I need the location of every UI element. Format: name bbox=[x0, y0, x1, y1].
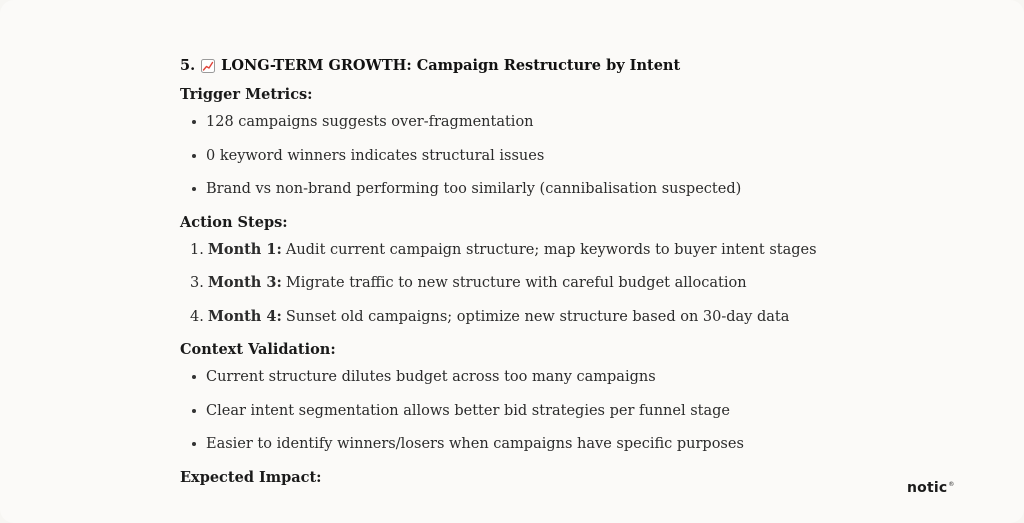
list-item: 128 campaigns suggests over-fragmentation bbox=[180, 110, 960, 134]
list-item bbox=[180, 271, 960, 295]
list-item: 0 keyword winners indicates structural issues bbox=[180, 144, 960, 168]
step-text: Migrate traffic to new structure with careful budget allocation bbox=[285, 275, 747, 291]
action-steps-list bbox=[180, 238, 960, 329]
bullet-icon bbox=[192, 187, 196, 191]
heading-number: 5. bbox=[180, 57, 196, 74]
list-item bbox=[180, 238, 960, 262]
list-item bbox=[180, 305, 960, 329]
chart-increasing-icon bbox=[201, 59, 215, 73]
step-label: Month 1: bbox=[207, 240, 282, 258]
bullet-icon bbox=[192, 442, 196, 446]
list-marker: 3. bbox=[190, 275, 204, 291]
bullet-icon bbox=[192, 120, 196, 124]
bullet-icon bbox=[192, 154, 196, 158]
list-marker: 1. bbox=[190, 241, 204, 258]
list-item: Clear intent segmentation allows better bid strategies per funnel stage bbox=[180, 399, 960, 423]
step-label: Month 4: bbox=[207, 307, 282, 325]
bullet-icon bbox=[192, 375, 196, 379]
expected-impact-title: Expected Impact: bbox=[180, 468, 322, 486]
trigger-metrics-title: Trigger Metrics: bbox=[180, 86, 313, 103]
bullet-icon bbox=[192, 409, 196, 413]
list-item: Brand vs non-brand performing too similarly (cannibalisation suspected) bbox=[180, 177, 960, 201]
context-validation-title: Context Validation: bbox=[180, 341, 336, 358]
context-validation-list bbox=[180, 365, 960, 456]
step-label: Month 3: bbox=[207, 274, 282, 291]
action-steps-title: Action Steps: bbox=[180, 213, 288, 231]
step-text: Audit current campaign structure; map keywords to buyer intent stages bbox=[285, 241, 817, 258]
message-content bbox=[180, 54, 960, 490]
section-heading bbox=[180, 54, 960, 78]
trigger-metrics-list bbox=[180, 110, 960, 201]
list-item: Current structure dilutes budget across too many campaigns bbox=[180, 365, 960, 389]
logo-mark: ® bbox=[948, 481, 955, 489]
list-item: Easier to identify winners/losers when campaigns have specific purposes bbox=[180, 432, 960, 456]
list-marker: 4. bbox=[190, 308, 204, 325]
step-text: Sunset old campaigns; optimize new structure based on 30-day data bbox=[285, 308, 790, 325]
heading-title: LONG-TERM GROWTH: Campaign Restructure by Intent bbox=[221, 57, 681, 74]
notic-logo: notic® bbox=[907, 480, 955, 496]
